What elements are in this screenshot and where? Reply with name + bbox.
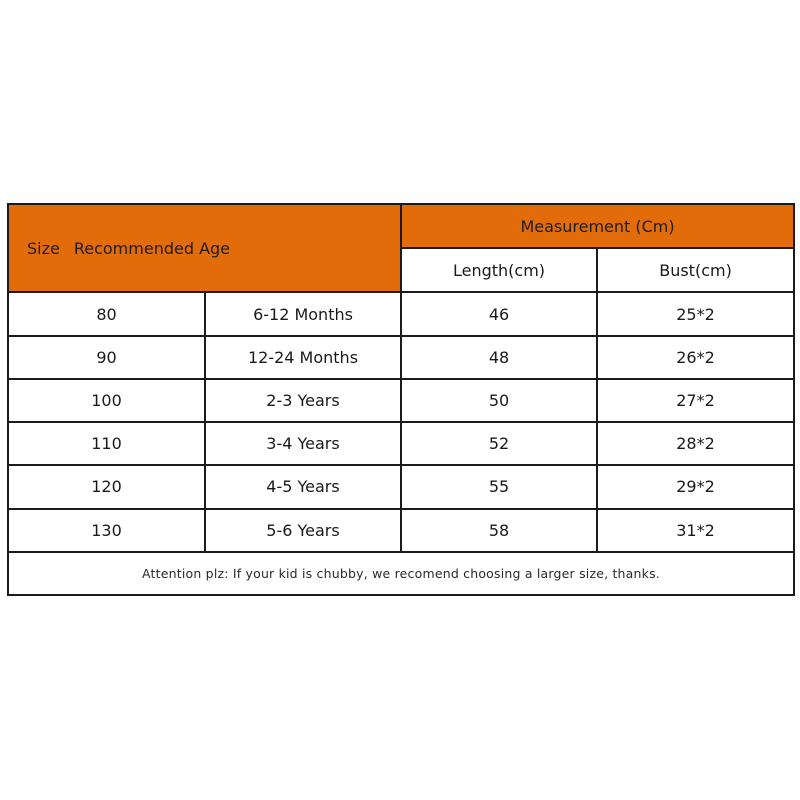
note-row	[8, 552, 794, 595]
bust-cell: 29*2	[597, 465, 794, 508]
table-row	[8, 422, 794, 465]
size-cell: 80	[8, 292, 205, 335]
table-row	[8, 292, 794, 335]
header-row-top	[8, 204, 794, 248]
length-cell: 55	[401, 465, 597, 508]
age-cell: 12-24 Months	[205, 336, 401, 379]
attention-note: Attention plz: If your kid is chubby, we recomend choosing a larger size, thanks.	[8, 552, 794, 595]
size-cell: 110	[8, 422, 205, 465]
length-cell: 52	[401, 422, 597, 465]
size-chart-table	[7, 203, 795, 596]
age-cell: 6-12 Months	[205, 292, 401, 335]
size-cell: 100	[8, 379, 205, 422]
length-cell: 58	[401, 509, 597, 552]
size-cell: 130	[8, 509, 205, 552]
bust-cell: 31*2	[597, 509, 794, 552]
size-age-header	[8, 204, 401, 292]
table-row	[8, 379, 794, 422]
size-cell: 120	[8, 465, 205, 508]
length-cell: 48	[401, 336, 597, 379]
table-row	[8, 509, 794, 552]
length-header: Length(cm)	[401, 248, 597, 292]
table-row	[8, 465, 794, 508]
table-row	[8, 336, 794, 379]
measurement-header: Measurement (Cm)	[401, 204, 794, 248]
bust-header: Bust(cm)	[597, 248, 794, 292]
bust-cell: 28*2	[597, 422, 794, 465]
size-cell: 90	[8, 336, 205, 379]
bust-cell: 25*2	[597, 292, 794, 335]
age-cell: 4-5 Years	[205, 465, 401, 508]
age-cell: 5-6 Years	[205, 509, 401, 552]
bust-cell: 26*2	[597, 336, 794, 379]
age-cell: 3-4 Years	[205, 422, 401, 465]
age-cell: 2-3 Years	[205, 379, 401, 422]
length-cell: 50	[401, 379, 597, 422]
size-header-label: Size	[27, 238, 60, 258]
bust-cell: 27*2	[597, 379, 794, 422]
age-header-label: Recommended Age	[73, 238, 231, 258]
length-cell: 46	[401, 292, 597, 335]
